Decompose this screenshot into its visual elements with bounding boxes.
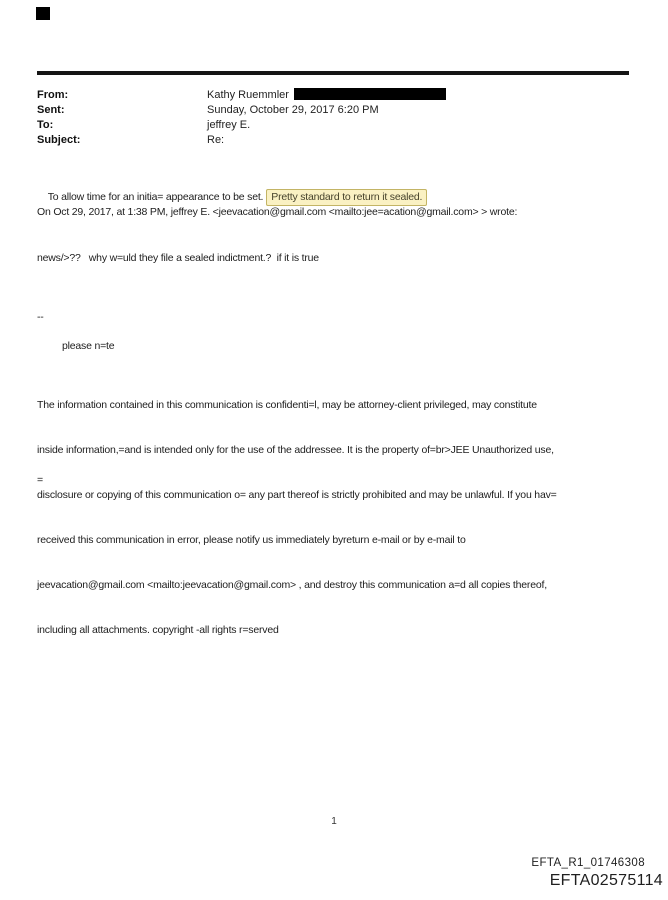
quoted-question-line: news/>?? why w=uld they file a sealed indictment.? if it is true <box>37 252 319 264</box>
sent-label: Sent: <box>37 104 65 116</box>
highlighted-annotation: Pretty standard to return it sealed. <box>266 189 427 206</box>
signature-separator: -- <box>37 311 44 323</box>
trailing-equals-mark: = <box>37 474 43 486</box>
email-header-block <box>37 88 446 148</box>
bates-number-large: EFTA02575114 <box>549 871 663 889</box>
redaction-bar-from <box>294 88 446 100</box>
header-row-subject <box>37 133 446 148</box>
from-label: From: <box>37 89 69 101</box>
disclaimer-line: received this communication in error, please notify us immediately byreturn e-mail or by e-mail to <box>37 534 466 546</box>
opening-text: To allow time for an initia= appearance to be set. <box>47 191 264 203</box>
to-value: jeffrey E. <box>207 119 251 131</box>
header-row-sent <box>37 103 446 118</box>
header-divider-rule <box>37 71 629 75</box>
disclaimer-line: disclosure or copying of this communication o= any part thereof is strictly prohibited and may be unlawful. If you hav= <box>37 489 557 501</box>
quote-attribution-line: On Oct 29, 2017, at 1:38 PM, jeffrey E. <jeevacation@gmail.com <mailto:jee=acation@gmail.com> > wrote: <box>37 206 518 218</box>
confidentiality-disclaimer <box>37 368 557 668</box>
from-value: Kathy Ruemmler <box>207 89 289 101</box>
page-number: 1 <box>331 816 337 827</box>
disclaimer-line: jeevacation@gmail.com <mailto:jeevacation@gmail.com> , and destroy this communication a=d all copies thereof, <box>37 579 547 591</box>
disclaimer-line: including all attachments. copyright -all rights r=served <box>37 624 279 636</box>
header-row-from <box>37 88 446 103</box>
subject-value: Re: <box>207 134 225 146</box>
redaction-mark-top-left <box>36 7 50 20</box>
header-row-to <box>37 118 446 133</box>
sent-value: Sunday, October 29, 2017 6:20 PM <box>207 104 379 116</box>
disclaimer-line: inside information,=and is intended only for the use of the addressee. It is the property of=br>JEE Unauthorized use, <box>37 444 554 456</box>
subject-label: Subject: <box>37 134 81 146</box>
bates-number-block <box>531 857 663 889</box>
disclaimer-line: The information contained in this communication is confidenti=l, may be attorney-client privileged, may constitute <box>37 399 537 411</box>
signature-note: please n=te <box>62 340 115 352</box>
bates-number-small: EFTA_R1_01746308 <box>531 857 645 869</box>
to-label: To: <box>37 119 54 131</box>
